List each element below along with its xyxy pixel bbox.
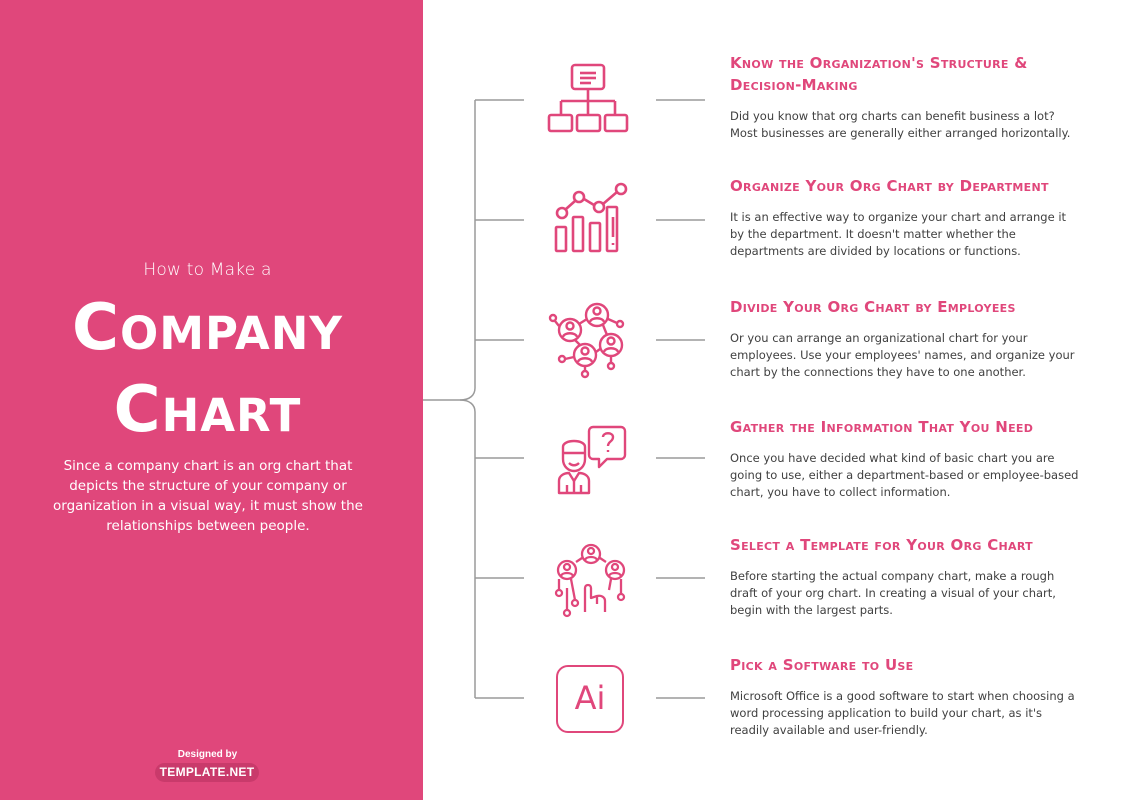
step-1-title: Know the Organization's Structure & Decision-Making bbox=[730, 54, 1028, 94]
step-4-text: Once you have decided what kind of basic chart you are going to use, either a department-based or employee-based chart, you have to collect information. bbox=[730, 451, 1079, 499]
title-kicker: How to Make a bbox=[143, 260, 272, 280]
brand-logo[interactable]: TEMPLATE.NET bbox=[155, 763, 259, 782]
department-graph-icon bbox=[547, 177, 637, 267]
step-1-text: Did you know that org charts can benefit business a lot? Most businesses are generally either arranged horizontally. bbox=[730, 109, 1071, 140]
step-3-title: Divide Your Org Chart by Employees bbox=[730, 298, 1016, 316]
step-4-title: Gather the Information That You Need bbox=[730, 418, 1034, 436]
select-people-icon bbox=[545, 538, 635, 628]
designed-by-label: Designed by bbox=[177, 749, 238, 760]
step-6-text: Microsoft Office is a good software to start when choosing a word processing application to build your chart, as it's readily available and user-friendly. bbox=[730, 689, 1075, 737]
main-connector-lower bbox=[460, 400, 475, 698]
org-hierarchy-icon bbox=[545, 55, 635, 145]
main-title-line-1: Company bbox=[72, 291, 343, 365]
step-6-title: Pick a Software to Use bbox=[730, 656, 914, 674]
employee-network-icon bbox=[545, 297, 635, 387]
step-5-text: Before starting the actual company chart, make a rough draft of your org chart. In creating a visual of your chart, begin with the largest parts. bbox=[730, 569, 1056, 617]
person-question-icon bbox=[547, 417, 637, 507]
step-2-text: It is an effective way to organize your chart and arrange it by the department. It doesn't matter whether the departments are divided by locations or functions. bbox=[730, 210, 1067, 258]
step-5-title: Select a Template for Your Org Chart bbox=[730, 536, 1033, 554]
main-title-line-2: Chart bbox=[113, 373, 302, 447]
main-connector bbox=[423, 100, 475, 400]
step-3-text: Or you can arrange an organizational chart for your employees. Use your employees' names, and organize your chart by the connections they have to one another. bbox=[730, 331, 1075, 379]
intro-description: Since a company chart is an org chart that depicts the structure of your company or organization in a visual way, it must show the relationships between people. bbox=[53, 458, 363, 534]
ai-software-icon: Ai bbox=[556, 665, 624, 733]
step-2-title: Organize Your Org Chart by Department bbox=[730, 177, 1049, 195]
